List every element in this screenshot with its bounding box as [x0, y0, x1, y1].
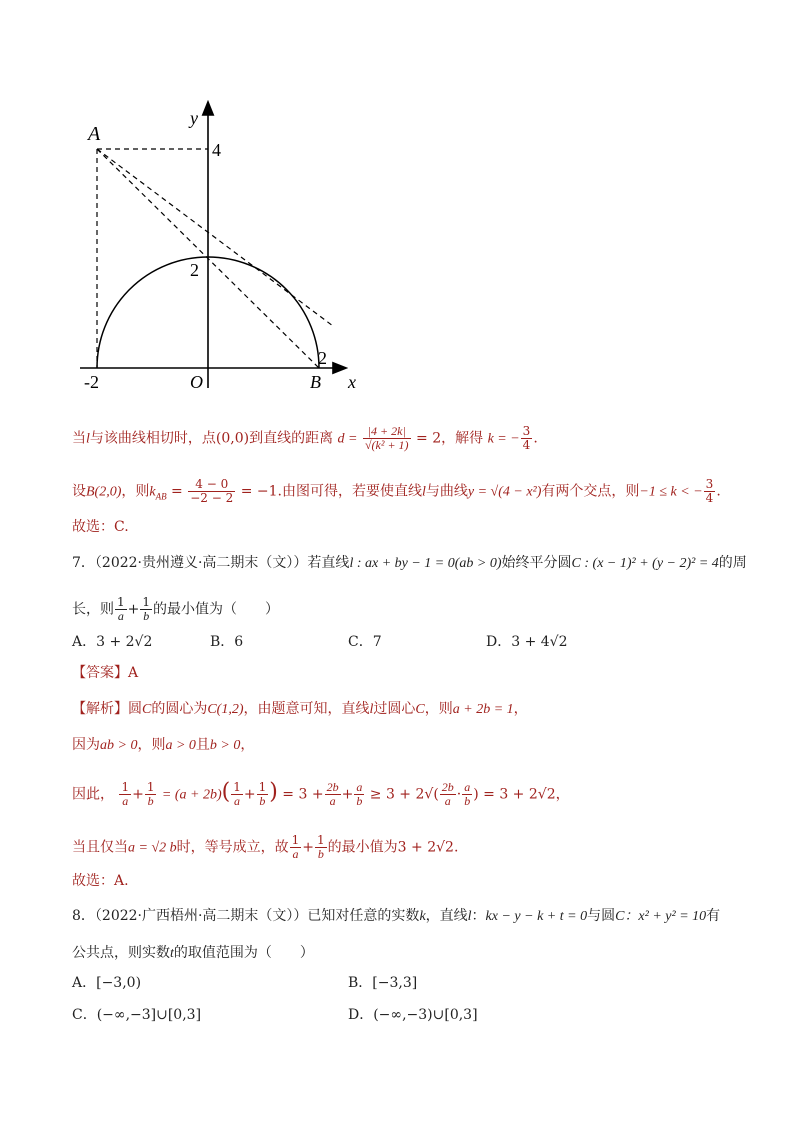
- numerator: 1: [146, 780, 155, 794]
- q7-option-c[interactable]: C．7: [348, 634, 382, 650]
- var-k: k: [419, 909, 426, 924]
- fraction: [257, 781, 269, 808]
- text: 当且仅当: [72, 839, 128, 856]
- fraction: [315, 834, 327, 861]
- denominator: b: [356, 794, 363, 808]
- label-x: x: [348, 372, 356, 392]
- q8-stem-line-2: [72, 943, 314, 964]
- text: ，: [555, 786, 570, 803]
- text: 与圆: [587, 908, 616, 924]
- text: 与该曲线相切时，点: [89, 430, 216, 447]
- numerator: 3: [705, 477, 714, 491]
- solution-line-2: [72, 478, 721, 506]
- text: 7．（2022·贵州遵义·高二期末（文））若直线: [72, 555, 350, 571]
- text: ，直线: [425, 908, 468, 924]
- text: 的最小值为（ ）: [153, 601, 280, 618]
- circle-equation: C : (x − 1)² + (y − 2)² = 4: [571, 556, 719, 571]
- denominator: b: [147, 794, 154, 808]
- k-fraction: [521, 425, 533, 452]
- q7-analysis-line-2: [72, 735, 254, 756]
- text: 有两个交点，则: [541, 483, 640, 500]
- text: 设: [72, 483, 86, 500]
- denominator: a: [329, 794, 336, 808]
- fraction: [145, 781, 157, 808]
- text: 圆: [128, 701, 142, 717]
- label-B: B: [310, 372, 321, 392]
- range: −1 ≤ k < −: [639, 484, 703, 500]
- var-C: C: [615, 909, 625, 924]
- var-l: l: [369, 702, 374, 717]
- denominator: b: [464, 794, 471, 808]
- fraction: [325, 781, 341, 808]
- plus: +: [127, 601, 140, 618]
- q7-analysis-line-4: [72, 834, 458, 861]
- analysis-head: 【解析】: [72, 701, 128, 717]
- denominator: b: [317, 847, 324, 861]
- expr: = (a + 2b): [161, 787, 222, 803]
- denominator: a: [444, 794, 451, 808]
- q8-option-c[interactable]: C．(−∞,−3]∪[0,3]: [72, 1007, 202, 1023]
- var-l: l: [86, 431, 90, 447]
- q7-stem-line-2: [72, 596, 279, 623]
- text: ，则: [137, 737, 166, 753]
- text: 的周: [718, 555, 747, 571]
- solution-choice: 故选：C.: [72, 519, 129, 535]
- line-equation: l : ax + by − 1 = 0(ab > 0): [349, 556, 502, 571]
- text: 且: [195, 737, 210, 753]
- var-C: C: [415, 702, 425, 717]
- text: =: [166, 483, 183, 500]
- var-t: t: [170, 946, 174, 961]
- text: 的圆心为: [151, 701, 208, 717]
- numerator: 1: [142, 595, 151, 609]
- distance-fraction: [363, 425, 411, 452]
- plus: +: [132, 786, 144, 803]
- text: ，: [240, 737, 255, 753]
- q8-option-a[interactable]: A．[−3,0): [72, 975, 142, 991]
- denominator: a: [292, 847, 299, 861]
- inequality: a > 0: [165, 738, 196, 753]
- text: 与曲线: [425, 483, 468, 500]
- range-fraction: [704, 478, 716, 505]
- numerator: 1: [233, 780, 241, 794]
- equation: a = √2 b: [128, 840, 177, 856]
- text: 因为: [72, 737, 100, 753]
- label-2-y: 2: [190, 260, 199, 280]
- denominator: √(k² + 1): [364, 438, 409, 452]
- text: .: [453, 839, 459, 856]
- q7-analysis-line-3: [72, 781, 570, 808]
- label-4: 4: [212, 140, 221, 160]
- numerator: 1: [117, 595, 125, 609]
- line-equation: kx − y − k + t = 0: [485, 909, 588, 924]
- numerator: 1: [317, 833, 325, 847]
- inequality: ab > 0: [100, 738, 138, 753]
- label-y: y: [190, 108, 198, 128]
- text: 到直线的距离: [249, 430, 334, 447]
- text: = −1.: [240, 483, 282, 500]
- slope-fraction: [188, 478, 235, 505]
- text: ，则: [121, 483, 150, 500]
- q7-analysis-line-1: [72, 699, 528, 720]
- k-result: k = −: [487, 431, 520, 447]
- numerator: 1: [258, 780, 267, 794]
- denominator: a: [122, 794, 129, 808]
- label-A: A: [88, 123, 101, 145]
- numerator: 1: [121, 780, 130, 794]
- numerator: 2b: [326, 780, 339, 794]
- text: 公共点，则实数: [72, 945, 170, 961]
- text: 因此，: [72, 786, 114, 803]
- denominator: a: [117, 609, 124, 623]
- point-B: B(2,0): [86, 484, 122, 500]
- text: 的取值范围为（ ）: [173, 945, 314, 961]
- var-l: l: [467, 909, 472, 924]
- min-value: 3 + 2√2: [397, 839, 454, 856]
- numerator: 4 − 0: [188, 478, 235, 492]
- numerator: 3: [522, 424, 531, 438]
- fraction: [231, 781, 243, 808]
- paren: ): [269, 779, 278, 805]
- label-O: O: [190, 372, 203, 392]
- var-l: l: [422, 484, 426, 500]
- plus: +: [243, 786, 256, 803]
- numerator: |4 + 2k|: [363, 425, 411, 439]
- q7-stem-line-1: [72, 553, 747, 574]
- q7-option-d[interactable]: D．3 + 4√2: [486, 634, 568, 650]
- text: 时，等号成立，故: [176, 839, 289, 856]
- expr: = 3 +: [282, 786, 324, 803]
- denominator: b: [259, 794, 266, 808]
- denominator: a: [234, 794, 241, 808]
- text: 当: [72, 430, 86, 447]
- text: ：: [471, 908, 486, 924]
- numerator: 1: [291, 833, 300, 847]
- fraction: [119, 781, 131, 808]
- fraction-1-a: [115, 596, 127, 623]
- text: 的最小值为: [327, 839, 398, 856]
- q7-option-b[interactable]: B．6: [210, 634, 244, 650]
- fraction: [290, 834, 302, 861]
- q7-analysis-line-5: 故选：A.: [72, 873, 129, 889]
- label-2-x: 2: [318, 348, 327, 368]
- point: (0,0): [215, 430, 250, 447]
- distance-lhs: d =: [337, 431, 358, 447]
- fraction: [354, 781, 364, 808]
- text: 由图可得，若要使直线: [282, 483, 422, 500]
- text: = 2，解得: [416, 430, 484, 447]
- fraction-1-b: [140, 596, 152, 623]
- slope-sub: AB: [155, 491, 167, 502]
- q8-stem-line-1: [72, 906, 720, 927]
- curve-eq: y = √(4 − x²): [467, 484, 542, 500]
- geometry-figure: [70, 95, 380, 400]
- q7-answer: 【答案】A: [72, 665, 139, 681]
- label-neg2: -2: [84, 372, 99, 392]
- var-C: C: [142, 702, 152, 717]
- numerator: a: [464, 780, 471, 794]
- solution-line-1: [72, 425, 538, 452]
- expr: ·: [456, 786, 462, 803]
- q8-option-b[interactable]: B．[−3,3]: [348, 975, 418, 991]
- denominator: −2 − 2: [190, 491, 234, 505]
- text: ，: [513, 701, 528, 717]
- paren: (: [221, 779, 231, 805]
- plus: +: [302, 839, 315, 856]
- text: 始终平分圆: [501, 555, 572, 571]
- equation: a + 2b = 1: [452, 702, 514, 717]
- numerator: 2b: [441, 780, 454, 794]
- slope: k: [149, 484, 156, 500]
- q8-option-d[interactable]: D．(−∞,−3)∪[0,3]: [348, 1007, 478, 1023]
- dashed-tangent-line: [97, 149, 333, 326]
- denominator: 4: [522, 438, 531, 452]
- text: 有: [706, 908, 721, 924]
- expr: ≥ 3 + 2√(: [369, 786, 439, 803]
- text: .: [533, 430, 538, 447]
- expr: ) = 3 + 2√2: [473, 786, 556, 803]
- text: 过圆心: [373, 701, 416, 717]
- text: 8．（2022·广西梧州·高二期末（文））已知对任意的实数: [72, 908, 420, 924]
- expr: +: [341, 786, 354, 803]
- text: ，则: [424, 701, 453, 717]
- text: ，由题意可知，直线: [243, 701, 370, 717]
- q7-option-a[interactable]: A．3 + 2√2: [72, 634, 153, 650]
- text: 长，则: [72, 601, 114, 618]
- text: .: [716, 483, 721, 500]
- inequality: b > 0: [209, 738, 241, 753]
- circle-equation: ：x² + y² = 10: [624, 909, 707, 924]
- fraction: [462, 781, 472, 808]
- numerator: a: [356, 780, 363, 794]
- center: C(1,2): [207, 702, 244, 717]
- denominator: 4: [705, 491, 714, 505]
- denominator: b: [143, 609, 150, 623]
- fraction: [440, 781, 456, 808]
